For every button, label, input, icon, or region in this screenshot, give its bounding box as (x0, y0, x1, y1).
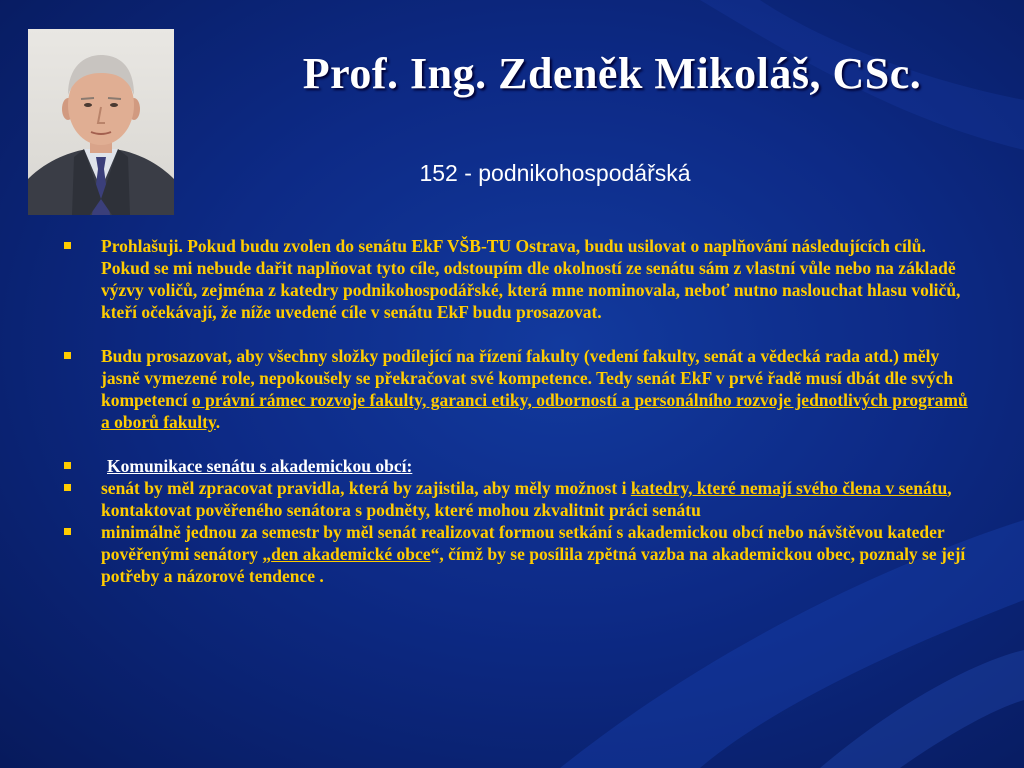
link-legal-framework[interactable]: o právní rámec rozvoje fakulty, garanci etiky, odborností a personálního rozvoje jednotlivých programů a oborů fakulty (101, 390, 968, 432)
bullet-square-icon (64, 462, 71, 469)
link-communication-heading[interactable]: Komunikace senátu s akademickou obcí: (107, 456, 413, 476)
list-item (60, 235, 970, 323)
item-text: . (215, 412, 221, 432)
item-text: “, čímž by se posílila zpětná vazba na akademickou obec, poznaly se její potřeby a názorové tendence . (101, 544, 966, 586)
link-departments[interactable]: katedry, které nemají svého člena v senátu (630, 478, 948, 498)
list-item (60, 455, 970, 477)
item-text: minimálně jednou za semestr by měl senát realizovat formou setkání s akademickou obcí nebo návštěvou kateder pověřenými senátory „ (101, 522, 945, 564)
bullet-list (60, 235, 970, 587)
link-academic-day[interactable]: den akademické obce (271, 544, 431, 564)
bullet-square-icon (64, 242, 71, 249)
slide-title: Prof. Ing. Zdeněk Mikoláš, CSc. (302, 49, 922, 98)
list-item (60, 477, 970, 521)
bullet-square-icon (64, 352, 71, 359)
item-text: Budu prosazovat, aby všechny složky podílející na řízení fakulty (vedení fakulty, senát a vědecká rada atd.) měly jasně vymezené role, nepokoušely se překračovat své kompetence. Tedy senát EkF v prvé řadě musí dbát dle svých kompetencí (101, 346, 954, 410)
list-item (60, 345, 970, 433)
slide-subtitle: 152 - podnikohospodářská (419, 160, 691, 186)
item-text: senát by měl zpracovat pravidla, která by zajistila, aby měly možnost i (101, 478, 631, 498)
item-text: Prohlašuji. Pokud budu zvolen do senátu EkF VŠB-TU Ostrava, budu usilovat o naplňování následujících cílů. Pokud se mi nebude dařit naplňovat tyto cíle, odstoupím dle okolností ze senátu sám z vlastní vůle nebo na základě výzvy voličů, zejména z katedry podnikohospodářské, která mne nominovala, neboť nutno naslouchat hlasu voličů, kteří očekávají, že níže uvedené cíle v senátu EkF budu prosazovat. (101, 236, 961, 322)
bullet-square-icon (64, 528, 71, 535)
bullet-square-icon (64, 484, 71, 491)
item-text: , kontaktovat pověřeného senátora s podněty, které mohou zkvalitnit práci senátu (101, 478, 952, 520)
list-item (60, 521, 970, 587)
portrait-photo (28, 29, 174, 215)
